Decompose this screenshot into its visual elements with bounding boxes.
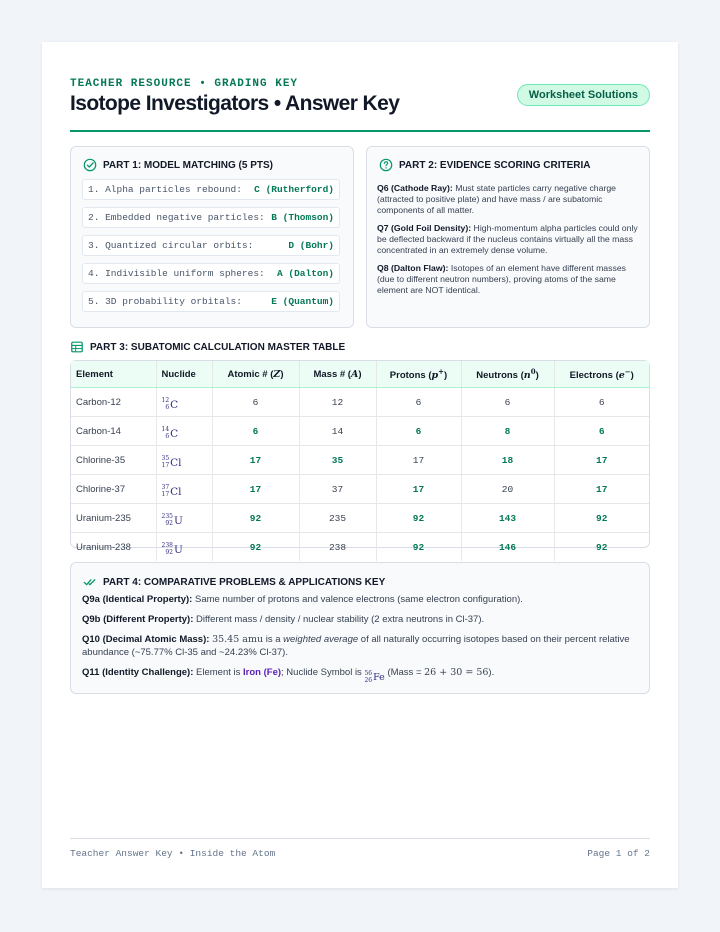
match-row [82,235,340,256]
criterion-q8: Q8 (Dalton Flaw): Isotopes of an element have different masses (due to different neutron numbers), proving atoms of the same element are NOT identical. [377,263,627,295]
cell-atomic: 6 [212,388,299,417]
part2-header [379,158,591,172]
cell-element: Uranium-238 [71,533,156,562]
cell-mass: 12 [299,388,376,417]
cell-mass: 14 [299,417,376,446]
answer-q11: Q11 (Identity Challenge): Element is Iron (Fe); Nuclide Symbol is 56 26 Fe (Mass = 26 + 30 = 56). [82,667,495,684]
col-protons: Protons (p+) [376,361,461,388]
cell-nuclide: 35 17 Cl [156,446,212,475]
match-answer: D (Bohr) [288,240,334,251]
double-check-icon [83,575,97,589]
cell-neutrons: 20 [461,475,554,504]
match-question: 3. Quantized circular orbits: [88,240,254,251]
cell-nuclide: 238 92 U [156,533,212,562]
calculation-table [70,360,650,556]
table-icon [70,340,84,354]
cell-protons: 92 [376,504,461,533]
cell-atomic: 92 [212,504,299,533]
table-row [71,446,649,475]
col-atomic: Atomic # (Z) [212,361,299,388]
match-answer: C (Rutherford) [254,184,334,195]
cell-atomic: 6 [212,417,299,446]
match-row [82,207,340,228]
col-electrons: Electrons (e−) [554,361,649,388]
cell-atomic: 17 [212,446,299,475]
cell-mass: 238 [299,533,376,562]
table-row [71,504,649,533]
match-row [82,179,340,200]
part1-title: PART 1: MODEL MATCHING (5 PTS) [103,159,273,171]
cell-electrons: 6 [554,417,649,446]
worksheet-page [42,42,678,888]
cell-protons: 92 [376,533,461,562]
match-answer: A (Dalton) [276,268,334,279]
table-row [71,475,649,504]
cell-electrons: 17 [554,446,649,475]
footer-left: Teacher Answer Key • Inside the Atom [70,848,276,859]
match-answer: E (Quantum) [271,296,334,307]
col-element: Element [71,361,156,388]
cell-element: Chlorine-35 [71,446,156,475]
cell-protons: 6 [376,388,461,417]
match-question: 2. Embedded negative particles: [88,212,265,223]
page-number: Page 1 of 2 [587,848,650,859]
cell-protons: 6 [376,417,461,446]
col-neutrons: Neutrons $(n^0)$ [461,361,554,388]
cell-neutrons: 8 [461,417,554,446]
match-question: 1. Alpha particles rebound: [88,184,242,195]
cell-element: Uranium-235 [71,504,156,533]
part4-answers [82,593,639,691]
cell-electrons: 92 [554,504,649,533]
answer-q9a: Q9a (Identical Property): Same number of protons and valence electrons (same electron configuration). [82,594,523,605]
answer-q9b: Q9b (Different Property): Different mass / density / nuclear stability (2 extra neutrons in Cl-37). [82,614,485,625]
check-circle-icon [83,158,97,172]
header-divider [70,130,650,132]
cell-mass: 37 [299,475,376,504]
col-mass: Mass # (A) [299,361,376,388]
cell-mass: 35 [299,446,376,475]
cell-element: Carbon-14 [71,417,156,446]
criterion-q6: Q6 (Cathode Ray): Must state particles carry negative charge (attracted to positive plate) and have mass / are subatomic components of all matter. [377,183,617,215]
eyebrow-label: TEACHER RESOURCE • GRADING KEY [70,78,299,90]
part1-header [83,158,273,172]
answer-q10: Q10 (Decimal Atomic Mass): 35.45 amu is a weighted average of all naturally occurring isotopes based on their percent relative abundance (~75.77% Cl-35 and ~24.23% Cl-37). [82,634,630,658]
question-circle-icon [379,158,393,172]
part2-title: PART 2: EVIDENCE SCORING CRITERIA [399,159,591,171]
part4-header [83,575,385,589]
match-question: 4. Indivisible uniform spheres: [88,268,265,279]
table-row [71,417,649,446]
criterion-q7: Q7 (Gold Foil Density): High-momentum alpha particles could only be deflected backward if the nucleus contains virtually all the mass concentrated in an extremely dense volume. [377,223,638,255]
cell-electrons: 92 [554,533,649,562]
match-row [82,263,340,284]
cell-neutrons: 18 [461,446,554,475]
footer-divider [70,838,650,839]
table-row [71,388,649,417]
cell-electrons: 6 [554,388,649,417]
cell-protons: 17 [376,475,461,504]
part1-card [70,146,354,328]
cell-atomic: 17 [212,475,299,504]
table-row [71,533,649,562]
match-row [82,291,340,312]
cell-element: Carbon-12 [71,388,156,417]
match-question: 5. 3D probability orbitals: [88,296,242,307]
part3-title: PART 3: SUBATOMIC CALCULATION MASTER TABLE [90,341,346,353]
part4-title: PART 4: COMPARATIVE PROBLEMS & APPLICATIONS KEY [103,576,386,588]
cell-atomic: 92 [212,533,299,562]
cell-nuclide: 235 92 U [156,504,212,533]
cell-neutrons: 143 [461,504,554,533]
page-title: Isotope Investigators • Answer Key [70,92,400,115]
cell-nuclide: 14 6 C [156,417,212,446]
col-nuclide: Nuclide [156,361,212,388]
table-header-row [71,361,649,388]
cell-electrons: 17 [554,475,649,504]
part4-card [70,562,650,694]
part2-criteria [377,183,639,303]
match-answer: B (Thomson) [271,212,334,223]
cell-mass: 235 [299,504,376,533]
part3-header [70,340,345,354]
cell-element: Chlorine-37 [71,475,156,504]
cell-neutrons: 6 [461,388,554,417]
solutions-badge: Worksheet Solutions [517,84,650,106]
part2-card [366,146,650,328]
cell-nuclide: 37 17 Cl [156,475,212,504]
cell-neutrons: 146 [461,533,554,562]
cell-nuclide: 12 6 C [156,388,212,417]
cell-protons: 17 [376,446,461,475]
